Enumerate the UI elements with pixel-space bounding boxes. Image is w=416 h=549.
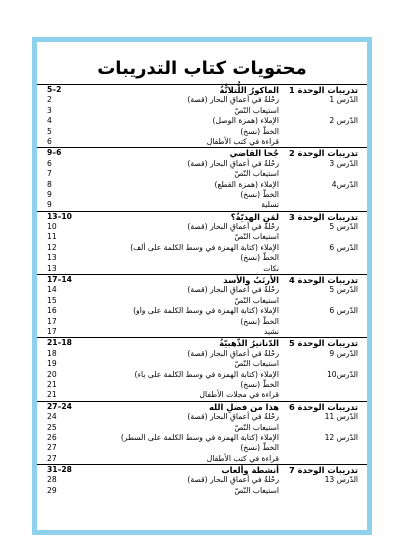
page-number: 6 [47, 158, 52, 168]
item-title: الإملاء (همزة الوصل) [212, 116, 279, 126]
page-number: 31–28 [47, 465, 72, 475]
item-title: الإملاء (كتابة الهمزة في وسط الكلمة على ياء) [134, 369, 279, 379]
unit-header-row [37, 211, 367, 222]
unit-label: تدريبات الوحدة 5 [288, 338, 358, 349]
page-number: 2 [47, 95, 52, 105]
item-title: رحْلةٌ في أعماقِ البحار (قصة) [187, 412, 279, 422]
page-number: 28 [47, 475, 57, 485]
page-number: 25 [47, 422, 57, 432]
table-row [37, 137, 367, 147]
contents-table [37, 84, 367, 496]
unit-label: تدريبات الوحدة 3 [288, 211, 358, 222]
item-title: رحْلةٌ في أعماقِ البحار (قصة) [187, 348, 279, 358]
unit-header-row [37, 274, 367, 285]
unit-title: أنشطة وألعاب [221, 465, 279, 476]
page-number: 15 [47, 295, 57, 305]
page-number: 27 [47, 443, 57, 453]
item-title: استيعاب النّصّ [234, 485, 279, 495]
item-title: استيعاب النّصّ [234, 169, 279, 179]
table-row [37, 169, 367, 179]
page-number: 10 [47, 222, 57, 232]
page-number: 9 [47, 189, 52, 199]
lesson-label: الدّرس4 [331, 179, 358, 189]
unit-title: الأرنَبُ والأسد [223, 275, 279, 286]
page-number: 21 [47, 390, 57, 400]
page-number: 3 [47, 105, 52, 115]
table-row [37, 253, 367, 263]
item-title: قراءة في كتب الأطفال [206, 453, 279, 463]
table-row [37, 370, 367, 380]
unit-title: جُحا القاضي [229, 148, 279, 159]
page-number: 7 [47, 169, 52, 179]
page-number: 16 [47, 306, 57, 316]
lesson-label: الدّرس 6 [329, 242, 358, 252]
table-row [37, 475, 367, 485]
page-number: 18 [47, 348, 57, 358]
item-title: رحْلةٌ في أعماقِ البحار (قصة) [187, 475, 279, 485]
table-row [37, 454, 367, 464]
item-title: تسلية [261, 200, 279, 210]
page-number: 17 [47, 326, 57, 336]
table-row [37, 359, 367, 369]
page-number: 27 [47, 453, 57, 463]
page-number: 20 [47, 369, 57, 379]
item-title: رحْلةٌ في أعماقِ البحار (قصة) [187, 222, 279, 232]
lesson-label: الدّرس 3 [329, 158, 358, 168]
lesson-label: الدّرس 13 [324, 475, 358, 485]
lesson-label: الدّرس 2 [329, 116, 358, 126]
table-row [37, 433, 367, 443]
unit-title: هذا من فضلِ الله [208, 401, 279, 412]
unit-header-row [37, 401, 367, 412]
unit-label: تدريبات الوحدة 4 [288, 275, 358, 286]
table-row [37, 232, 367, 242]
unit-title: الماكورُ اللُّتلانُّةُ [219, 85, 279, 95]
item-title: رحْلةٌ في أعماقِ البحار (قصة) [187, 285, 279, 295]
lesson-label: الدّرس 6 [329, 306, 358, 316]
table-row [37, 159, 367, 169]
table-row [37, 380, 367, 390]
table-row [37, 95, 367, 105]
page-number: 13 [47, 263, 57, 273]
table-row [37, 296, 367, 306]
table-row [37, 127, 367, 137]
item-title: رحْلةٌ في أعماقِ البحار (قصة) [187, 95, 279, 105]
table-row [37, 486, 367, 496]
item-title: استيعاب النّصّ [234, 359, 279, 369]
item-title: الخطّ (نسخ) [240, 379, 279, 389]
table-row [37, 412, 367, 422]
lesson-label: الدّرس 9 [329, 348, 358, 358]
lesson-label: الدّرس 1 [329, 95, 358, 105]
unit-header-row [37, 464, 367, 475]
table-row [37, 317, 367, 327]
page-number: 19 [47, 359, 57, 369]
unit-label: تدريبات الوحدة 2 [288, 148, 358, 159]
item-title: الخطّ (نسخ) [240, 189, 279, 199]
contents-frame [32, 37, 372, 535]
table-row [37, 264, 367, 274]
table-row [37, 349, 367, 359]
page-number: 6 [47, 136, 52, 146]
page-number: 5 [47, 126, 52, 136]
item-title: قراءة في مجلات الأطفال [199, 390, 279, 400]
item-title: الخطّ (نسخ) [240, 253, 279, 263]
unit-title: لمَنِ الهديّةُ؟ [230, 211, 279, 222]
page-number: 11 [47, 232, 57, 242]
unit-label: تدريبات الوحدة 7 [288, 465, 358, 476]
unit-header-row [37, 147, 367, 158]
item-title: الخطّ (نسخ) [240, 126, 279, 136]
page-number: 13–10 [47, 211, 72, 221]
page-number: 26 [47, 432, 57, 442]
lesson-label: الدّرس 12 [324, 432, 358, 442]
page-number: 24 [47, 412, 57, 422]
item-title: استيعاب النّصّ [234, 105, 279, 115]
table-row [37, 443, 367, 453]
page-number: 14 [47, 285, 57, 295]
table-row [37, 200, 367, 210]
table-row [37, 116, 367, 126]
page-number: 4 [47, 116, 52, 126]
item-title: قراءة في كتب الأطفال [206, 136, 279, 146]
unit-header-row [37, 84, 367, 95]
table-row [37, 423, 367, 433]
item-title: استيعاب النّصّ [234, 295, 279, 305]
table-row [37, 327, 367, 337]
table-row [37, 243, 367, 253]
page-number: 21 [47, 379, 57, 389]
page-number: 17 [47, 316, 57, 326]
table-row [37, 180, 367, 190]
unit-label: تدريبات الوحدة 6 [288, 401, 358, 412]
table-row [37, 285, 367, 295]
item-title: استيعاب النّصّ [234, 232, 279, 242]
page-number: 27–24 [47, 401, 72, 411]
page-number: 5–2 [47, 85, 62, 94]
item-title: الإملاء (كتابة الهمزة في وسط الكلمة على السطر) [120, 432, 279, 442]
item-title: رحْلةٌ في أعماقِ البحار (قصة) [187, 158, 279, 168]
item-title: نشيد [263, 326, 279, 336]
item-title: الإملاء (كتابة الهمزة في وسط الكلمة على واو) [133, 306, 279, 316]
table-row [37, 306, 367, 316]
item-title: استيعاب النّصّ [234, 422, 279, 432]
page-number: 9–6 [47, 148, 62, 158]
item-title: الإملاء (همزة القطع) [214, 179, 279, 189]
page-number: 12 [47, 242, 57, 252]
page-number: 21–18 [47, 338, 72, 348]
unit-title: الدّنانيرُ الذّهبيّةُ [219, 338, 279, 349]
page-title: محتويات كتاب التدريبات [97, 58, 307, 79]
page-number: 9 [47, 200, 52, 210]
page-number: 17–14 [47, 275, 72, 285]
item-title: الخطّ (نسخ) [240, 443, 279, 453]
page-number: 8 [47, 179, 52, 189]
lesson-label: الدّرس 5 [329, 285, 358, 295]
table-row [37, 106, 367, 116]
unit-header-row [37, 337, 367, 348]
page-number: 13 [47, 253, 57, 263]
table-row [37, 222, 367, 232]
page-number: 29 [47, 485, 57, 495]
lesson-label: الدّرس 11 [324, 412, 358, 422]
lesson-label: الدّرس 5 [329, 222, 358, 232]
table-row [37, 390, 367, 400]
item-title: الإملاء (كتابة الهمزة في وسط الكلمة على ألف) [130, 242, 279, 252]
unit-label: تدريبات الوحدة 1 [288, 85, 358, 95]
table-row [37, 190, 367, 200]
lesson-label: الدّرس10 [326, 369, 358, 379]
item-title: الخطّ (نسخ) [240, 316, 279, 326]
item-title: نكات [263, 263, 279, 273]
